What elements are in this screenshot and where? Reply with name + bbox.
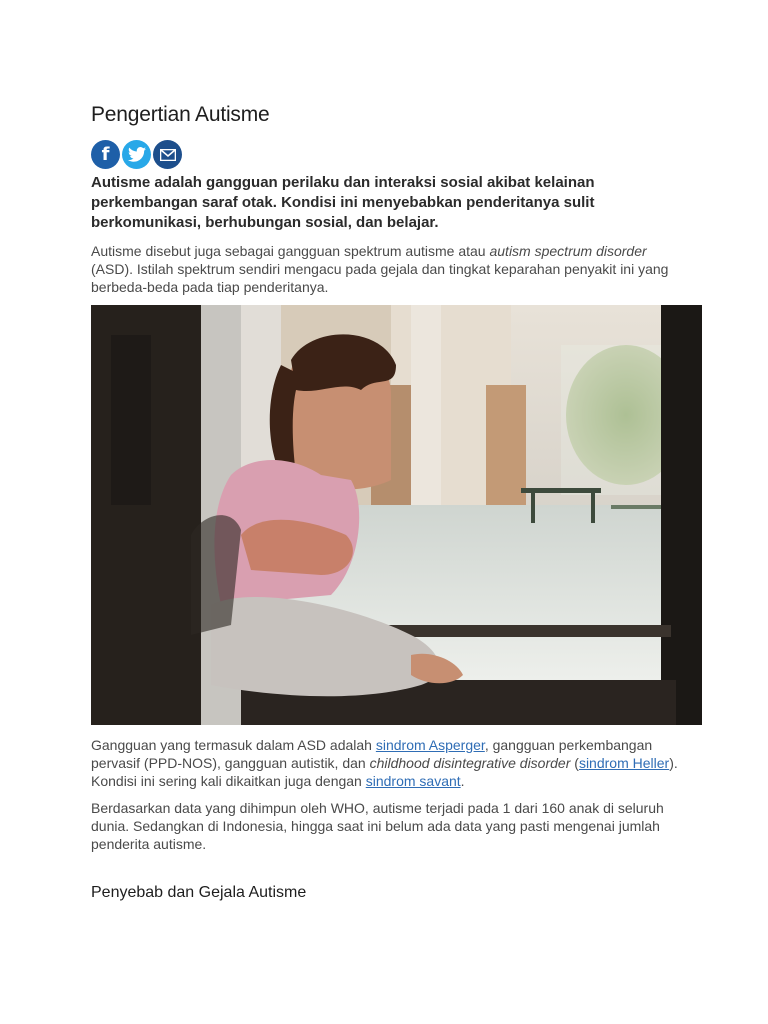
twitter-share-button[interactable]: [122, 140, 151, 169]
text: ). Kondisi ini sering kali dikaitkan juga dengan: [91, 755, 678, 789]
prevalence-paragraph: Berdasarkan data yang dihimpun oleh WHO, autisme terjadi pada 1 dari 160 anak di seluruh dunia. Sedangkan di Indonesia, hingga saat ini belum ada data yang pasti mengenai jumlah penderita autisme.: [91, 800, 664, 852]
text: (: [570, 755, 579, 771]
email-icon: [160, 149, 176, 161]
twitter-icon: [128, 147, 146, 162]
facebook-icon: f: [101, 144, 110, 165]
text: (ASD). Istilah spektrum sendiri mengacu pada gejala dan tingkat keparahan penyakit ini yang berbeda-beda pada tiap penderitanya.: [91, 261, 669, 295]
asd-types-paragraph: [91, 736, 681, 790]
text: .: [460, 773, 465, 789]
text: Autisme disebut juga sebagai gangguan spektrum autisme atau: [91, 243, 490, 259]
child-by-window-photo: [91, 305, 702, 725]
link-sindrom-asperger[interactable]: sindrom Asperger: [375, 737, 485, 753]
term-italic: autism spectrum disorder: [489, 243, 647, 259]
share-buttons: [91, 140, 182, 169]
text: Gangguan yang termasuk dalam ASD adalah: [91, 737, 376, 753]
section-heading: Penyebab dan Gejala Autisme: [91, 884, 307, 901]
page-title: Pengertian Autisme: [91, 103, 270, 126]
email-share-button[interactable]: [153, 140, 182, 169]
term-italic: childhood disintegrative disorder: [369, 755, 571, 771]
text: , gangguan perkembangan pervasif (PPD-NOS), gangguan autistik, dan: [91, 737, 653, 771]
facebook-share-button[interactable]: [91, 140, 120, 169]
link-sindrom-savant[interactable]: sindrom savant: [365, 773, 461, 789]
article-photo: [91, 305, 702, 725]
lead-paragraph: Autisme adalah gangguan perilaku dan interaksi sosial akibat kelainan perkembangan saraf otak. Kondisi ini menyebabkan penderitanya sulit berkomunikasi, berhubungan sosial, dan belajar.: [91, 174, 595, 231]
intro-paragraph: [91, 242, 681, 296]
link-sindrom-heller[interactable]: sindrom Heller: [578, 755, 670, 771]
